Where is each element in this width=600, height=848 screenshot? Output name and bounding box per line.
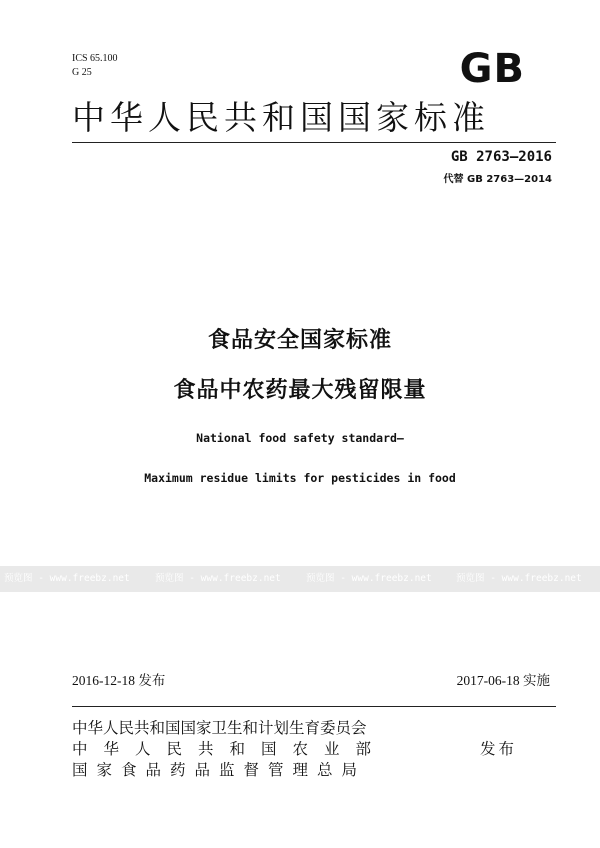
top-divider: [72, 142, 556, 143]
issue-date: 2016-12-18 发布: [72, 673, 166, 688]
title-cn-line-1: 食品安全国家标准: [207, 328, 392, 353]
watermark-text: 预览图 - www.freebz.net: [4, 573, 130, 584]
title-en-line-2: Maximum residue limits for pesticides in food: [144, 471, 456, 485]
standard-number: GB 2763—2016: [450, 149, 552, 165]
national-standard-title: 中华人民共和国国家标准: [72, 98, 490, 137]
issuer-nhfpc: 中华人民共和国国家卫生和计划生育委员会: [72, 719, 367, 737]
issuer-moa: 中华人民共和国农业部: [72, 740, 388, 758]
title-cn-line-2: 食品中农药最大残留限量: [173, 378, 427, 403]
issued-label: 发布: [480, 740, 518, 758]
replaces-note: 代替 GB 2763—2014: [443, 174, 552, 185]
gb-logo: GB: [459, 46, 525, 92]
issuer-cfda: 国家食品药品监督管理总局: [72, 761, 367, 779]
implementation-date: 2017-06-18 实施: [456, 673, 550, 688]
classification-code: G 25: [72, 67, 92, 78]
bottom-divider: [72, 706, 556, 707]
watermark-text: 预览图 - www.freebz.net: [456, 573, 582, 584]
watermark-text: 预览图 - www.freebz.net: [155, 573, 281, 584]
watermark-text: 预览图 - www.freebz.net: [306, 573, 432, 584]
title-en-line-1: National food safety standard—: [196, 431, 404, 445]
ics-code: ICS 65.100: [72, 53, 118, 64]
